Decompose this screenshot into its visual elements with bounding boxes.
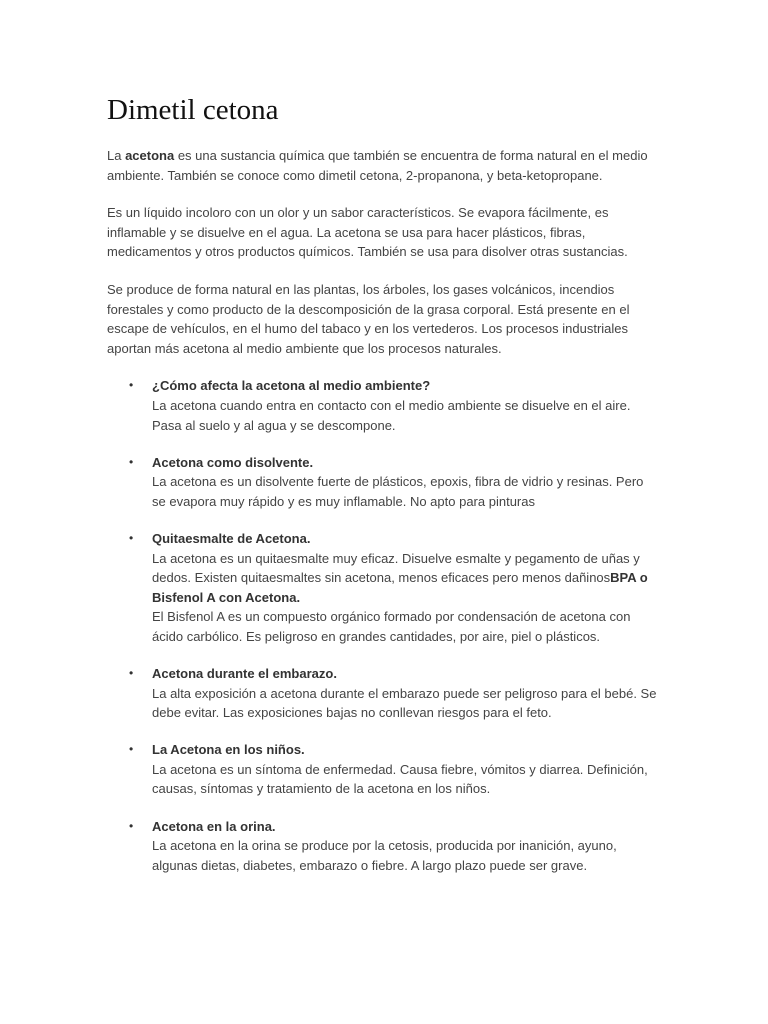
list-item (107, 529, 657, 647)
bullet-icon: • (129, 742, 134, 757)
list-item (107, 376, 657, 435)
list-item-body: La acetona en la orina se produce por la cetosis, producida por inanición, ayuno, algunas dietas, diabetes, embarazo o fiebre. A largo plazo puede ser grave. (152, 838, 617, 873)
list-item-body: La acetona es un disolvente fuerte de plásticos, epoxis, fibra de vidrio y resinas. Pero se evapora muy rápido y es muy inflamable. No apto para pinturas (152, 474, 644, 509)
list-item-title: Quitaesmalte de Acetona. (152, 530, 311, 546)
list-item-body: La acetona cuando entra en contacto con el medio ambiente se disuelve en el aire. Pasa al suelo y al agua y se descompone. (152, 397, 631, 433)
intro-suffix: es una sustancia química que también se encuentra de forma natural en el medio ambiente. También se conoce como dimetil cetona, 2-propanona, y beta-ketopropane. (107, 148, 648, 183)
document-page (107, 90, 657, 893)
intro-paragraph (107, 146, 657, 185)
intro-prefix: La (107, 148, 126, 163)
topic-list (107, 376, 657, 875)
bullet-icon: • (129, 530, 134, 545)
list-item (107, 817, 657, 876)
bullet-icon: • (129, 818, 134, 833)
list-item-body: La acetona es un síntoma de enfermedad. Causa fiebre, vómitos y diarrea. Definición, causas, síntomas y tratamiento de la acetona en los niños. (152, 761, 648, 797)
list-item-title: Acetona como disolvente. (152, 454, 314, 470)
list-item-title: La Acetona en los niños. (152, 742, 305, 758)
bullet-icon: • (129, 454, 134, 469)
list-item-title: Acetona en la orina. (152, 818, 276, 834)
intro-keyword: acetona (125, 148, 175, 163)
list-item-title: Acetona durante el embarazo. (152, 665, 337, 681)
list-item (107, 740, 657, 799)
list-item-title: ¿Cómo afecta la acetona al medio ambiente? (152, 378, 431, 394)
paragraph-sources: Se produce de forma natural en las plantas, los árboles, los gases volcánicos, incendios forestales y como producto de la descomposición de la grasa corporal. Está presente en el escape de vehículos, en el humo del tabaco y en los vertederos. Los procesos industriales aportan más acetona al medio ambiente que los procesos naturales. (107, 281, 630, 356)
list-item (107, 664, 657, 723)
bullet-icon: • (129, 665, 134, 680)
list-item-body: La acetona es un quitaesmalte muy eficaz. Disuelve esmalte y pegamento de uñas y dedos. Existen quitaesmaltes sin acetona, menos eficaces pero menos dañinos (152, 550, 640, 586)
list-item-body: La alta exposición a acetona durante el embarazo puede ser peligroso para el bebé. Se debe evitar. Las exposiciones bajas no conllevan riesgos para el feto. (152, 685, 657, 721)
list-item (107, 453, 657, 512)
bullet-icon: • (129, 378, 134, 393)
paragraph-properties: Es un líquido incoloro con un olor y un sabor característicos. Se evapora fácilmente, es inflamable y se disuelve en el agua. La acetona se usa para hacer plásticos, fibras, medicamentos y otros productos químicos. También se usa para disolver otras sustancias. (107, 205, 628, 260)
list-item-body-bold: BPA o Bisfenol A con Acetona. (152, 570, 648, 605)
page-title: Dimetil cetona (107, 94, 279, 126)
list-item-body-extra: El Bisfenol A es un compuesto orgánico formado por condensación de acetona con ácido carbólico. Es peligroso en grandes cantidades, por aire, piel o plásticos. (152, 609, 631, 644)
